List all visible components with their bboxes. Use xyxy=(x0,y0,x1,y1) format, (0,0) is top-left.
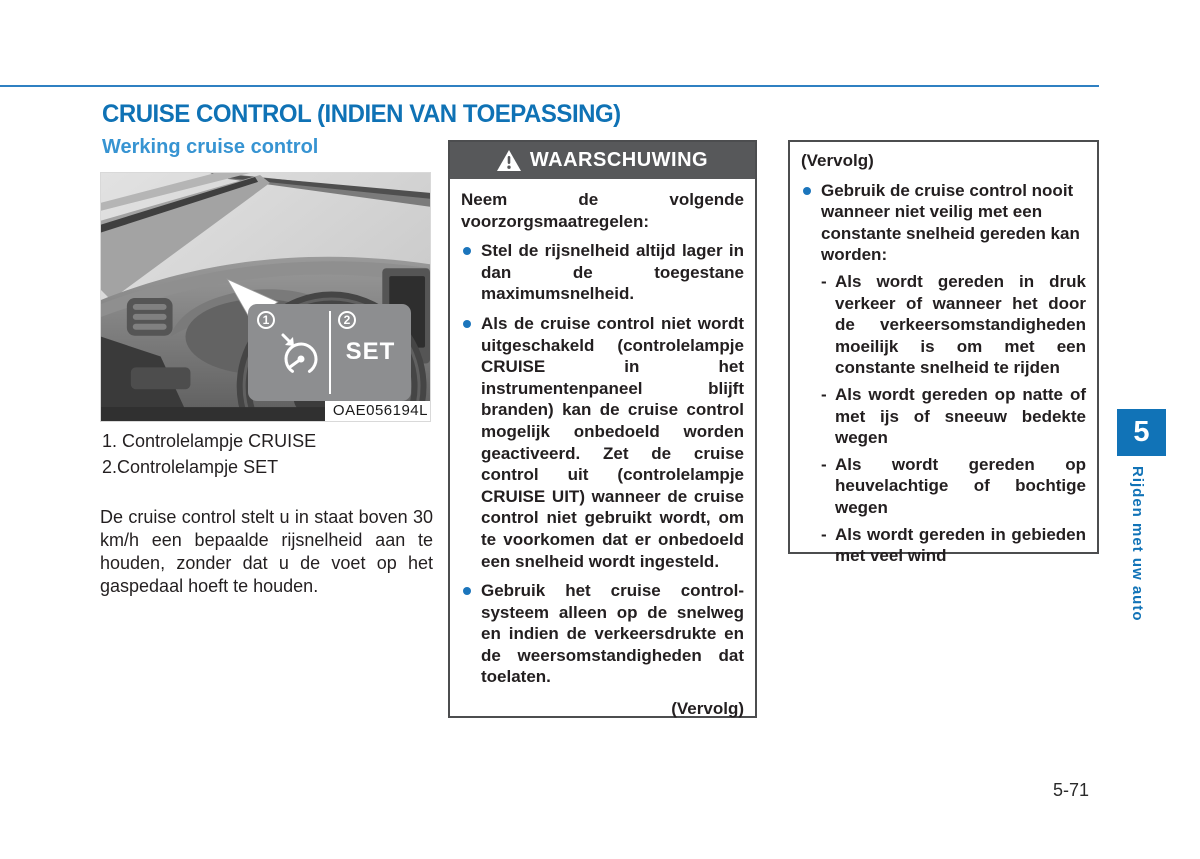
warning-bullet-text: Als de cruise control niet wordt uitgeschakeld (controlelampje CRUISE in het instrumentenpaneel blijft branden) kan de cruise control mogelijk onbedoeld worden geactiveerd. Zet de cruise control uit (controlelampje CRUISE UIT) wanneer de cruise control niet gebruikt wordt, om te voorkomen dat er onbedoeld een snelheid wordt ingesteld. xyxy=(481,313,744,571)
continuation-sub-item xyxy=(821,454,1086,519)
figure-legend xyxy=(102,428,316,480)
chapter-title-vertical: Rijden met uw auto xyxy=(1129,466,1146,622)
warning-header xyxy=(450,142,755,179)
header-rule xyxy=(0,85,1099,87)
bullet-marker xyxy=(803,187,811,195)
warning-continuation-box xyxy=(788,140,1099,566)
continuation-header: (Vervolg) xyxy=(801,151,874,170)
indicator-callout-box xyxy=(248,304,411,401)
warning-bullet-text: Stel de rijsnelheid altijd lager in dan de toegestane maximumsnelheid. xyxy=(481,241,744,304)
intro-paragraph: De cruise control stelt u in staat boven 30 km/h een bepaalde rijsnelheid aan te houden, zonder dat u de voet op het gaspedaal hoeft te houden. xyxy=(100,507,433,596)
continued-marker: (Vervolg) xyxy=(671,699,744,719)
set-indicator-label: SET xyxy=(345,338,396,365)
warning-bullet-item xyxy=(461,580,744,688)
bullet-marker xyxy=(463,320,471,328)
continuation-sub-text: Als wordt gereden op heuvelachtige of bochtige wegen xyxy=(835,454,1086,517)
dashboard-figure xyxy=(100,172,431,422)
page-number: 5-71 xyxy=(1053,780,1090,800)
dash-marker: - xyxy=(821,454,827,474)
cruise-control-indicator-icon xyxy=(275,331,323,381)
continuation-bullet-item xyxy=(801,180,1086,266)
continuation-sub-text: Als wordt gereden in gebieden met veel wind xyxy=(835,524,1086,566)
callout-number-2: 2 xyxy=(338,311,356,329)
warning-bullet-item xyxy=(461,313,744,572)
warning-bullet-item xyxy=(461,240,744,305)
callout-number-1: 1 xyxy=(257,311,275,329)
continuation-sub-item xyxy=(821,271,1086,379)
warning-intro: Neem de volgende voorzorgsmaatregelen: xyxy=(461,190,744,231)
continuation-sub-text: Als wordt gereden in druk verkeer of wanneer het door de verkeersomstandigheden moeilijk is om met een constante snelheid te rijden xyxy=(835,271,1086,378)
bullet-marker xyxy=(463,247,471,255)
figure-caption-code: OAE056194L xyxy=(325,401,430,421)
dash-marker: - xyxy=(821,271,827,291)
continuation-bullet-text: Gebruik de cruise control nooit wanneer niet veilig met een constante snelheid gereden kan worden: xyxy=(821,180,1080,265)
continuation-sub-text: Als wordt gereden op natte of met ijs of sneeuw bedekte wegen xyxy=(835,384,1086,448)
warning-bullet-text: Gebruik het cruise control-systeem alleen op de snelweg en indien de verkeersdrukte en de weersomstandigheden dat toelaten. xyxy=(481,581,744,687)
legend-item-set: 2.Controlelampje SET xyxy=(102,457,279,477)
chapter-tab: 5 xyxy=(1117,409,1166,456)
bullet-marker xyxy=(463,587,471,595)
continuation-sub-item xyxy=(821,384,1086,449)
dash-marker: - xyxy=(821,524,827,544)
dash-marker: - xyxy=(821,384,827,404)
warning-box xyxy=(448,140,757,718)
section-subtitle: Werking cruise control xyxy=(102,136,319,158)
legend-item-cruise: 1. Controlelampje CRUISE xyxy=(102,431,317,451)
warning-triangle-icon xyxy=(497,150,521,171)
page-title: CRUISE CONTROL (INDIEN VAN TOEPASSING) xyxy=(102,100,621,128)
warning-header-label: WAARSCHUWING xyxy=(529,149,709,171)
warning-body xyxy=(450,179,755,720)
continuation-sub-item xyxy=(821,524,1086,567)
